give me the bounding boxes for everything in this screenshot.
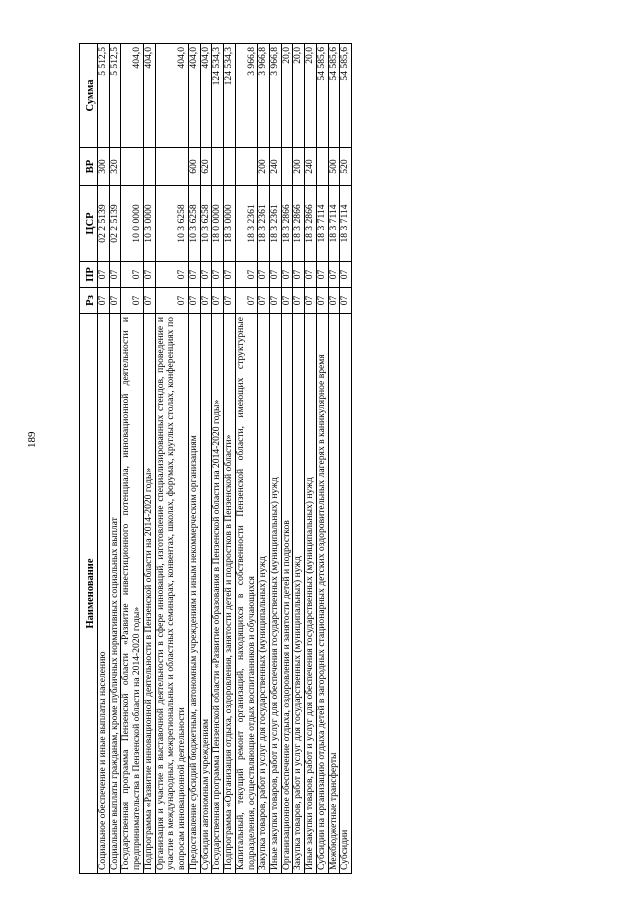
header-vr: ВР — [80, 148, 98, 186]
row-vr — [155, 148, 188, 186]
row-name: Подпрограмма «Развитие инновационной деятельности в Пензенской области на 2014-2020 годы» — [143, 314, 155, 874]
table-row — [212, 44, 224, 874]
table-header-row — [80, 44, 98, 874]
row-pr: 07 — [109, 262, 121, 288]
row-sum: 20,0 — [293, 44, 305, 148]
row-pr: 07 — [121, 262, 143, 288]
row-rz: 07 — [316, 288, 328, 314]
row-pr: 07 — [258, 262, 270, 288]
row-sum: 124 534,3 — [212, 44, 224, 148]
row-vr: 200 — [293, 148, 305, 186]
row-vr: 620 — [200, 148, 212, 186]
row-csr: 18 3 2361 — [258, 186, 270, 262]
row-pr: 07 — [98, 262, 110, 288]
row-name: Иные закупки товаров, работ и услуг для обеспечения государственных (муниципальных) нужд — [305, 314, 317, 874]
row-pr: 07 — [212, 262, 224, 288]
row-rz: 07 — [328, 288, 340, 314]
row-vr: 320 — [109, 148, 121, 186]
row-rz: 07 — [281, 288, 293, 314]
table-row — [109, 44, 121, 874]
row-name: Предоставление субсидий бюджетным, автономным учреждениям и иным некоммерческим организациям — [188, 314, 200, 874]
row-sum: 404,0 — [121, 44, 143, 148]
row-pr: 07 — [155, 262, 188, 288]
row-rz: 07 — [212, 288, 224, 314]
row-rz: 07 — [98, 288, 110, 314]
row-csr: 10 0 0000 — [121, 186, 143, 262]
row-name: Капитальный, текущий ремонт организаций, находящихся в собственности Пензенской области, имеющих структурные подразделения, осуществляющие отдых воспитанников и обучающихся — [235, 314, 257, 874]
row-sum: 20,0 — [305, 44, 317, 148]
row-csr: 18 3 7114 — [340, 186, 352, 262]
row-pr: 07 — [270, 262, 282, 288]
row-vr: 240 — [305, 148, 317, 186]
row-pr: 07 — [305, 262, 317, 288]
row-pr: 07 — [293, 262, 305, 288]
row-sum: 3 966,8 — [258, 44, 270, 148]
row-pr: 07 — [316, 262, 328, 288]
page-number: 189 — [26, 431, 38, 448]
table-body — [98, 44, 352, 874]
rotated-page-content — [79, 44, 549, 874]
row-pr: 07 — [340, 262, 352, 288]
row-name: Субсидии на организацию отдыха детей в загородных стационарных детских оздоровительных лагерях в каникулярное время — [316, 314, 328, 874]
row-vr: 520 — [340, 148, 352, 186]
row-pr: 07 — [188, 262, 200, 288]
budget-table — [79, 43, 352, 874]
row-sum: 124 534,3 — [224, 44, 236, 148]
row-vr — [143, 148, 155, 186]
row-csr: 18 3 2361 — [235, 186, 257, 262]
header-csr: ЦСР — [80, 186, 98, 262]
table-row — [235, 44, 257, 874]
table-row — [200, 44, 212, 874]
row-csr: 18 3 0000 — [224, 186, 236, 262]
row-csr: 02 2 5139 — [109, 186, 121, 262]
header-pr: ПР — [80, 262, 98, 288]
row-vr: 300 — [98, 148, 110, 186]
row-sum: 5 512,5 — [109, 44, 121, 148]
row-sum: 3 966,8 — [270, 44, 282, 148]
row-name: Подпрограмма «Организация отдыха, оздоровления, занятости детей и подростков в Пензенской области» — [224, 314, 236, 874]
row-name: Государственная программа Пензенской области «Развитие инвестиционного потенциала, инновационной деятельности и предпринимательства в Пензенской области на 2014-2020 годы» — [121, 314, 143, 874]
row-rz: 07 — [143, 288, 155, 314]
row-vr — [281, 148, 293, 186]
row-vr: 200 — [258, 148, 270, 186]
row-rz: 07 — [270, 288, 282, 314]
header-sum: Сумма — [80, 44, 98, 148]
row-name: Иные закупки товаров, работ и услуг для обеспечения государственных (муниципальных) нужд — [270, 314, 282, 874]
table-row — [270, 44, 282, 874]
table-row — [281, 44, 293, 874]
row-csr: 10 3 6258 — [200, 186, 212, 262]
row-csr: 02 2 5139 — [98, 186, 110, 262]
row-pr: 07 — [224, 262, 236, 288]
row-name: Социальное обеспечение и иные выплаты населению — [98, 314, 110, 874]
row-sum: 404,0 — [200, 44, 212, 148]
table-row — [224, 44, 236, 874]
table-row — [121, 44, 143, 874]
row-vr — [316, 148, 328, 186]
row-vr — [235, 148, 257, 186]
row-name: Субсидии — [340, 314, 352, 874]
row-name: Межбюджетные трансферты — [328, 314, 340, 874]
row-sum: 404,0 — [143, 44, 155, 148]
table-row — [293, 44, 305, 874]
row-sum: 5 512,5 — [98, 44, 110, 148]
row-sum: 54 585,6 — [316, 44, 328, 148]
row-rz: 07 — [109, 288, 121, 314]
table-row — [98, 44, 110, 874]
row-sum: 404,0 — [188, 44, 200, 148]
row-rz: 07 — [224, 288, 236, 314]
header-rz: Рз — [80, 288, 98, 314]
row-csr: 18 3 7114 — [316, 186, 328, 262]
row-sum: 20,0 — [281, 44, 293, 148]
row-csr: 10 3 6258 — [155, 186, 188, 262]
row-csr: 10 3 6258 — [188, 186, 200, 262]
row-vr — [224, 148, 236, 186]
row-pr: 07 — [143, 262, 155, 288]
row-vr — [212, 148, 224, 186]
row-name: Организация и участие в выставочной деятельности в сфере инноваций, изготовление специализированных стендов, проведение и участие в международных, межрегиональных и областных семинарах, конвентах, школах, форумах, круглых столах, конференциях по вопросам инновационной деятельности — [155, 314, 188, 874]
row-rz: 07 — [305, 288, 317, 314]
row-csr: 18 3 2866 — [293, 186, 305, 262]
row-sum: 404,0 — [155, 44, 188, 148]
header-name: Наименование — [80, 314, 98, 874]
row-pr: 07 — [328, 262, 340, 288]
row-rz: 07 — [258, 288, 270, 314]
row-name: Субсидии автономным учреждениям — [200, 314, 212, 874]
row-csr: 18 3 2361 — [270, 186, 282, 262]
row-vr — [121, 148, 143, 186]
row-csr: 10 3 0000 — [143, 186, 155, 262]
row-name: Закупка товаров, работ и услуг для государственных (муниципальных) нужд — [258, 314, 270, 874]
row-name: Организационное обеспечение отдыха, оздоровления и занятости детей и подростков — [281, 314, 293, 874]
row-name: Социальные выплаты гражданам, кроме публичных нормативных социальных выплат — [109, 314, 121, 874]
table-row — [340, 44, 352, 874]
table-row — [328, 44, 340, 874]
table-row — [155, 44, 188, 874]
row-pr: 07 — [200, 262, 212, 288]
row-rz: 07 — [340, 288, 352, 314]
row-csr: 18 3 7114 — [328, 186, 340, 262]
row-vr: 240 — [270, 148, 282, 186]
row-rz: 07 — [155, 288, 188, 314]
row-pr: 07 — [235, 262, 257, 288]
row-name: Государственная программа Пензенской области «Развитие образования в Пензенской области на 2014-2020 годы» — [212, 314, 224, 874]
table-row — [188, 44, 200, 874]
row-sum: 54 585,6 — [328, 44, 340, 148]
table-row — [316, 44, 328, 874]
table-row — [258, 44, 270, 874]
row-csr: 18 0 0000 — [212, 186, 224, 262]
row-rz: 07 — [235, 288, 257, 314]
row-name: Закупка товаров, работ и услуг для государственных (муниципальных) нужд — [293, 314, 305, 874]
row-sum: 54 585,6 — [340, 44, 352, 148]
row-rz: 07 — [188, 288, 200, 314]
row-pr: 07 — [281, 262, 293, 288]
row-rz: 07 — [293, 288, 305, 314]
table-row — [305, 44, 317, 874]
row-rz: 07 — [200, 288, 212, 314]
row-rz: 07 — [121, 288, 143, 314]
row-csr: 18 3 2866 — [281, 186, 293, 262]
row-vr: 600 — [188, 148, 200, 186]
row-csr: 18 3 2866 — [305, 186, 317, 262]
row-vr: 500 — [328, 148, 340, 186]
row-sum: 3 966,8 — [235, 44, 257, 148]
table-row — [143, 44, 155, 874]
